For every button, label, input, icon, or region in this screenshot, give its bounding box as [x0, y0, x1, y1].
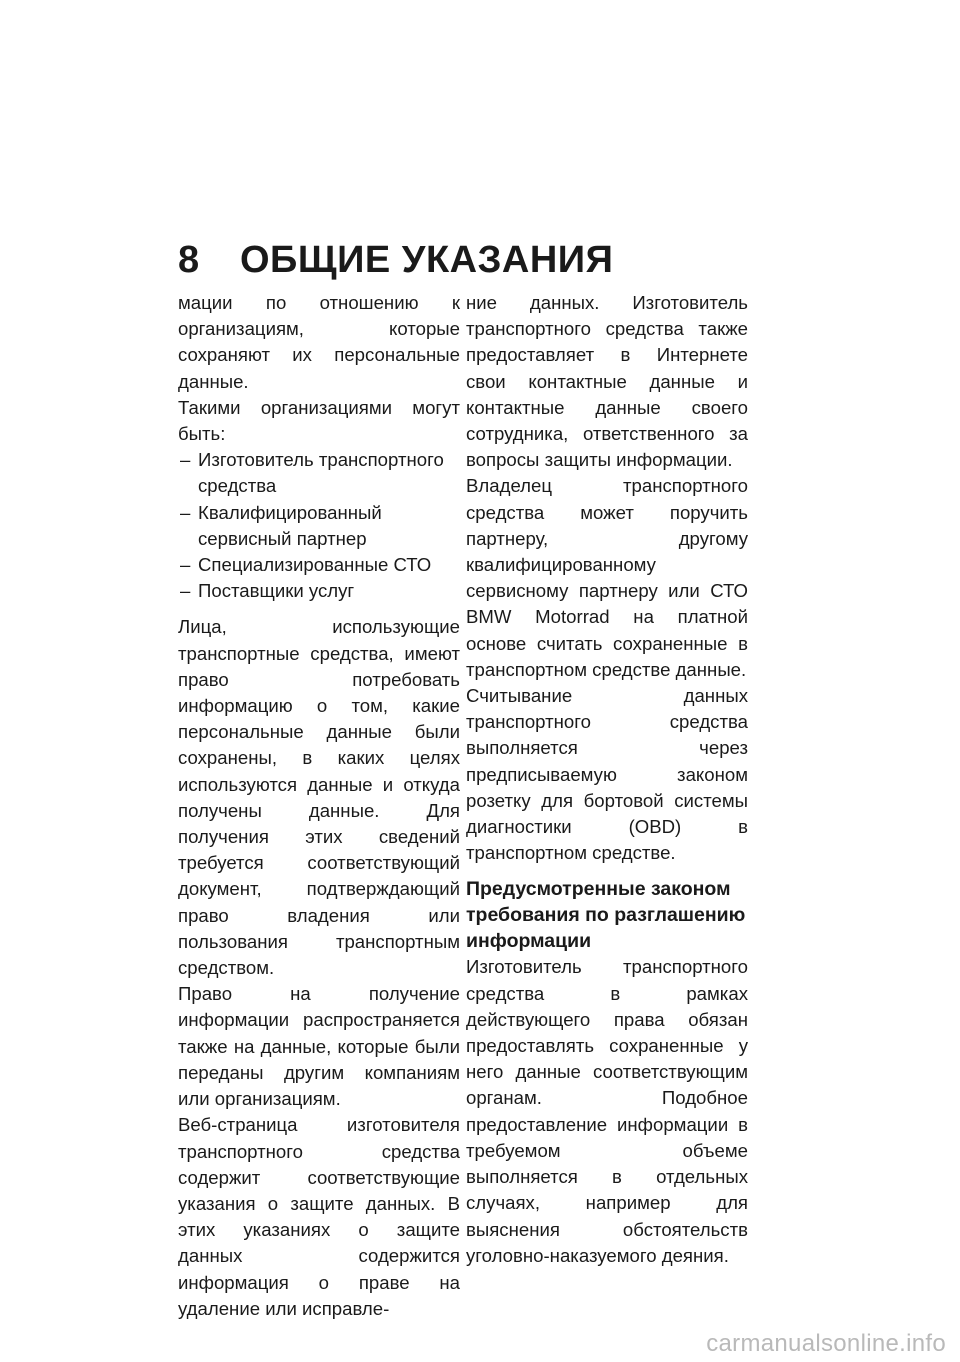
paragraph: ние данных. Изготовитель транспортного средства также предоставляет в Интернете свои контактные данные и контактные данные своего сотрудника, ответственного за вопросы защиты информации.	[466, 292, 748, 471]
paragraph: Веб-страница изготовителя транспортного средства содержит соответствующие указания о защите данных. В этих указаниях о защите данных содержится информация о праве на удаление или исправле-	[178, 1114, 460, 1319]
right-column	[466, 290, 748, 1269]
list-item: – Квалифицированный сервисный партнер	[178, 500, 460, 552]
section-heading: Предусмотренные законом требования по разглашению информации	[466, 878, 746, 953]
paragraph: Право на получение информации распространяется также на данные, которые были переданы другим компаниям или организациям.	[178, 983, 460, 1110]
paragraph: Изготовитель транспортного средства в рамках действующего права обязан предоставлять сохраненные у него данные соответствующим органам. Подобное предоставление информации в требуемом объеме выполняется в отдельных случаях, например для выяснения обстоятельств уголовно-наказуемого деяния.	[466, 956, 748, 1266]
watermark: carmanualsonline.info	[706, 1330, 946, 1357]
paragraph: Владелец транспортного средства может поручить партнеру, другому квалифицированному сервисному партнеру или СТО BMW Motorrad на платной основе считать сохраненные в транспортном средстве данные.	[466, 475, 748, 680]
organization-list	[178, 447, 460, 604]
list-item: – Специализированные СТО	[178, 552, 460, 578]
chapter-heading	[178, 238, 613, 282]
chapter-title: ОБЩИЕ УКАЗАНИЯ	[240, 239, 614, 281]
paragraph: Лица, использующие транспортные средства, имеют право потребовать информацию о том, какие персональные данные были сохранены, в каких целях используются данные и откуда получены данные. Для получения этих сведений требуется соответствующий документ, подтверждающий право владения или пользования транспортным средством.	[178, 616, 460, 979]
chapter-number: 8	[178, 239, 200, 281]
paragraph: Считывание данных транспортного средства выполняется через предписываемую законом розетку для бортовой системы диагностики (OBD) в транспортном средстве.	[466, 685, 748, 864]
paragraph: мации по отношению к организациям, которые сохраняют их персональные данные.	[178, 292, 460, 392]
paragraph: Такими организациями могут быть:	[178, 396, 460, 445]
left-column	[178, 290, 460, 1322]
list-item: – Поставщики услуг	[178, 578, 460, 604]
list-item: – Изготовитель транспортного средства	[178, 447, 460, 499]
